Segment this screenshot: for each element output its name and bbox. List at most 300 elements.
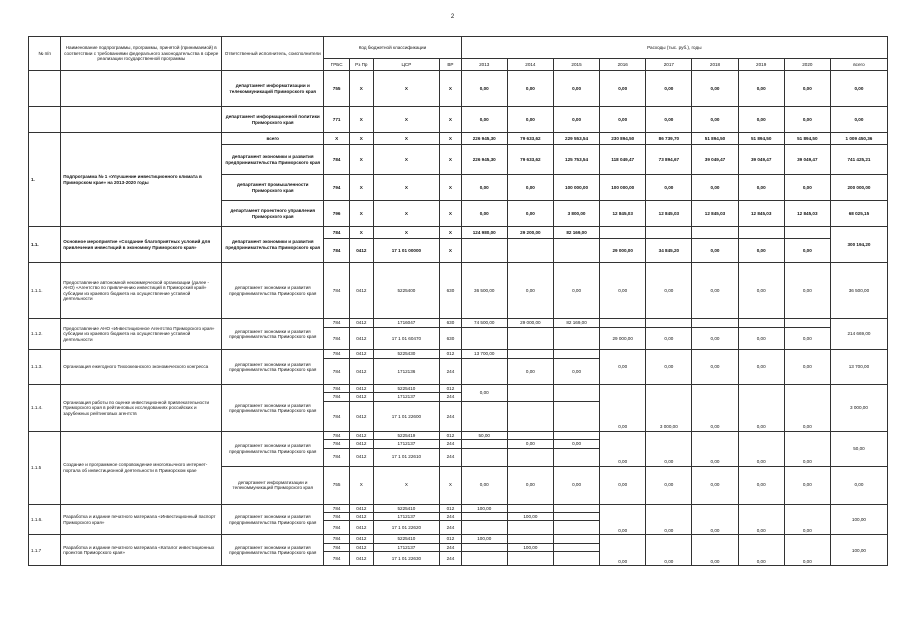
- code-cell: 0412: [350, 328, 374, 350]
- value-cell: 0,00: [784, 263, 830, 319]
- code-cell: 5225400: [373, 263, 440, 319]
- executor: департамент экономики и развития предпринимательства Приморского края: [222, 319, 324, 350]
- code-cell: 0412: [350, 431, 374, 439]
- page-number: 2: [450, 14, 455, 20]
- code-cell: 771: [324, 107, 350, 133]
- value-cell: 39 049,47: [738, 145, 784, 175]
- value-cell: 0,00: [461, 175, 507, 201]
- code-cell: 17 1 01 22610: [373, 448, 440, 466]
- value-cell: 0,00: [646, 350, 692, 385]
- header-year: 2016: [600, 59, 646, 71]
- code-cell: 784: [324, 239, 350, 263]
- row-total: 100,00: [830, 535, 887, 566]
- code-cell: 1712137: [373, 543, 440, 551]
- value-cell: 0,00: [738, 350, 784, 385]
- row-number: 1.1.5: [29, 431, 61, 504]
- value-cell: 0,00: [784, 466, 830, 504]
- value-cell: 741 425,21: [830, 145, 887, 175]
- code-cell: X: [373, 145, 440, 175]
- code-cell: 784: [324, 513, 350, 521]
- value-cell: 0,00: [692, 71, 738, 107]
- value-cell: 0,00: [738, 466, 784, 504]
- table-row: [29, 385, 888, 393]
- value-cell: 0,00: [600, 350, 646, 385]
- header-csr: ЦСР: [373, 59, 440, 71]
- code-cell: X: [350, 227, 374, 239]
- code-cell: X: [350, 466, 374, 504]
- value-cell: 0,00: [738, 263, 784, 319]
- code-cell: 0412: [350, 440, 374, 448]
- code-cell: 17 1 01 60470: [373, 328, 440, 350]
- value-cell: 13 700,00: [461, 350, 507, 359]
- executor: всего: [222, 133, 324, 145]
- table-row: [29, 107, 888, 133]
- value-cell: 0,00: [830, 71, 887, 107]
- value-cell: 0,00: [692, 535, 738, 566]
- value-cell: 0,00: [600, 535, 646, 566]
- table-row: [29, 263, 888, 319]
- value-cell: 0,00: [553, 466, 599, 504]
- table-row: [29, 504, 888, 512]
- code-cell: 244: [440, 440, 461, 448]
- row-number: 1.1.2.: [29, 319, 61, 350]
- value-cell: 0,00: [600, 431, 646, 466]
- value-cell: 0,00: [646, 466, 692, 504]
- code-cell: 0412: [350, 521, 374, 535]
- code-cell: 784: [324, 552, 350, 566]
- code-cell: X: [373, 466, 440, 504]
- code-cell: 244: [440, 448, 461, 466]
- table-row: [29, 535, 888, 543]
- code-cell: 5225410: [373, 385, 440, 393]
- code-cell: 1712136: [373, 359, 440, 385]
- code-cell: 012: [440, 535, 461, 543]
- executor: департамент экономики и развития предпринимательства Приморского края: [222, 263, 324, 319]
- executor: департамент экономики и развития предпринимательства Приморского края: [222, 385, 324, 432]
- header-year: 2013: [461, 59, 507, 71]
- code-cell: 1712137: [373, 393, 440, 401]
- code-cell: 244: [440, 513, 461, 521]
- value-cell: 100,00: [507, 513, 553, 521]
- value-cell: 0,00: [553, 359, 599, 385]
- value-cell: 3 000,00: [646, 385, 692, 432]
- code-cell: 012: [440, 385, 461, 393]
- header-grbs: ГРБС: [324, 59, 350, 71]
- code-cell: X: [440, 133, 461, 145]
- value-cell: 0,00: [553, 440, 599, 448]
- code-cell: 0412: [350, 385, 374, 393]
- header-year: 2020: [784, 59, 830, 71]
- header-name: Наименование подпрограммы, программы, принятой (принимаемой) в соответствии с требованиями федерального законодательства в сфере реализации государственной программы: [61, 37, 222, 71]
- code-cell: 784: [324, 227, 350, 239]
- value-cell: 36 500,00: [461, 263, 507, 319]
- value-cell: 79 633,62: [507, 133, 553, 145]
- value-cell: 0,00: [692, 263, 738, 319]
- value-cell: 100 000,00: [553, 175, 599, 201]
- executor: департамент экономики и развития предпринимательства Приморского края: [222, 350, 324, 385]
- value-cell: 39 049,47: [784, 145, 830, 175]
- value-cell: 0,00: [646, 175, 692, 201]
- code-cell: 244: [440, 521, 461, 535]
- code-cell: X: [350, 201, 374, 227]
- code-cell: 784: [324, 319, 350, 328]
- code-cell: 784: [324, 543, 350, 551]
- value-cell: 29 000,00: [507, 319, 553, 328]
- header-year: 2015: [553, 59, 599, 71]
- code-cell: 784: [324, 385, 350, 393]
- value-cell: 100,00: [461, 535, 507, 543]
- row-number: 1.: [29, 133, 61, 227]
- value-cell: 0,00: [600, 263, 646, 319]
- value-cell: 0,00: [646, 71, 692, 107]
- value-cell: 0,00: [461, 201, 507, 227]
- value-cell: 0,00: [600, 107, 646, 133]
- code-cell: 0412: [350, 543, 374, 551]
- value-cell: 0,00: [692, 107, 738, 133]
- table-row: [29, 431, 888, 439]
- header-expenses: Расходы (тыс. руб.), годы: [461, 37, 887, 59]
- value-cell: 0,00: [507, 71, 553, 107]
- value-cell: 50,00: [461, 431, 507, 439]
- value-cell: 0,00: [461, 71, 507, 107]
- value-cell: 0,00: [784, 107, 830, 133]
- table-row: [29, 71, 888, 107]
- code-cell: X: [440, 175, 461, 201]
- value-cell: 0,00: [692, 431, 738, 466]
- value-cell: 3 800,00: [553, 201, 599, 227]
- executor: департамент проектного управления Приморского края: [222, 201, 324, 227]
- table-header-row: [29, 37, 888, 59]
- code-cell: 17 1 01 22600: [373, 401, 440, 431]
- code-cell: 244: [440, 401, 461, 431]
- executor: департамент экономики и развития предпринимательства Приморского края: [222, 535, 324, 566]
- value-cell: 82 169,00: [553, 319, 599, 328]
- code-cell: 784: [324, 328, 350, 350]
- code-cell: X: [440, 227, 461, 239]
- code-cell: 796: [324, 201, 350, 227]
- code-cell: 0412: [350, 448, 374, 466]
- code-cell: 630: [440, 328, 461, 350]
- row-total: 300 194,20: [830, 227, 887, 263]
- code-cell: 5225430: [373, 350, 440, 359]
- value-cell: 36 500,00: [830, 263, 887, 319]
- value-cell: 79 633,62: [507, 145, 553, 175]
- code-cell: 17 1 01 22620: [373, 521, 440, 535]
- code-cell: 0412: [350, 552, 374, 566]
- row-total: 13 700,00: [830, 350, 887, 385]
- code-cell: 244: [440, 393, 461, 401]
- value-cell: 0,00: [738, 328, 784, 350]
- value-cell: 0,00: [507, 466, 553, 504]
- code-cell: X: [440, 201, 461, 227]
- code-cell: 012: [440, 350, 461, 359]
- value-cell: 0,00: [784, 350, 830, 385]
- header-total: всего: [830, 59, 887, 71]
- row-total: 214 669,00: [830, 319, 887, 350]
- value-cell: 0,00: [553, 263, 599, 319]
- value-cell: 34 845,20: [646, 239, 692, 263]
- row-number: 1.1.1.: [29, 263, 61, 319]
- code-cell: X: [440, 239, 461, 263]
- value-cell: 0,00: [784, 385, 830, 432]
- value-cell: 0,00: [830, 466, 887, 504]
- code-cell: X: [373, 227, 440, 239]
- value-cell: 0,00: [553, 107, 599, 133]
- code-cell: 784: [324, 350, 350, 359]
- code-cell: 0412: [350, 239, 374, 263]
- row-total: 50,00: [830, 431, 887, 466]
- value-cell: 226 945,30: [461, 145, 507, 175]
- value-cell: 100,00: [461, 504, 507, 512]
- code-cell: 0412: [350, 504, 374, 512]
- value-cell: 124 980,00: [461, 227, 507, 239]
- value-cell: 0,00: [692, 328, 738, 350]
- code-cell: 784: [324, 263, 350, 319]
- value-cell: 0,00: [646, 107, 692, 133]
- value-cell: 12 845,03: [600, 201, 646, 227]
- header-vr: ВР: [440, 59, 461, 71]
- value-cell: 0,00: [507, 359, 553, 385]
- executor: департамент экономики и развития предпринимательства Приморского края: [222, 431, 324, 466]
- value-cell: 0,00: [461, 466, 507, 504]
- value-cell: 118 049,47: [600, 145, 646, 175]
- value-cell: 0,00: [507, 201, 553, 227]
- value-cell: 0,00: [646, 504, 692, 535]
- value-cell: 0,00: [784, 239, 830, 263]
- code-cell: X: [373, 201, 440, 227]
- code-cell: 1712137: [373, 513, 440, 521]
- row-name: Организация ежегодного Тихоокеанского экономического конгресса: [61, 350, 222, 385]
- code-cell: 630: [440, 263, 461, 319]
- value-cell: 0,00: [600, 385, 646, 432]
- code-cell: X: [350, 133, 374, 145]
- code-cell: 784: [324, 431, 350, 439]
- value-cell: 0,00: [507, 107, 553, 133]
- header-year: 2019: [738, 59, 784, 71]
- value-cell: 51 894,50: [738, 133, 784, 145]
- code-cell: X: [373, 107, 440, 133]
- code-cell: X: [350, 145, 374, 175]
- code-cell: 784: [324, 359, 350, 385]
- row-name: Разработка и издание печатного материала «Каталог инвестиционных проектов Приморского края»: [61, 535, 222, 566]
- table-row: [29, 227, 888, 239]
- row-name: Разработка и издание печатного материала «Инвестиционный паспорт Приморского края»: [61, 504, 222, 535]
- row-name: Основное мероприятие «Создание благоприятных условий для привлечения инвестиций в экономику Приморского края»: [61, 227, 222, 263]
- executor: департамент информатизации и телекоммуникаций Приморского края: [222, 71, 324, 107]
- code-cell: 17 1 01 22630: [373, 552, 440, 566]
- code-cell: X: [350, 71, 374, 107]
- value-cell: 12 845,03: [784, 201, 830, 227]
- code-cell: X: [440, 466, 461, 504]
- value-cell: 100,00: [507, 543, 553, 551]
- code-cell: 17 1 01 00000: [373, 239, 440, 263]
- code-cell: X: [373, 133, 440, 145]
- row-number: 1.1.4.: [29, 385, 61, 432]
- header-num: № п/п: [29, 37, 61, 71]
- code-cell: X: [440, 71, 461, 107]
- code-cell: X: [324, 133, 350, 145]
- value-cell: 0,00: [646, 431, 692, 466]
- code-cell: 012: [440, 431, 461, 439]
- code-cell: 784: [324, 521, 350, 535]
- value-cell: 0,00: [738, 385, 784, 432]
- value-cell: 12 845,03: [646, 201, 692, 227]
- code-cell: 1716047: [373, 319, 440, 328]
- row-name: Предоставление автономной некоммерческой организации (далее - АНО) «Агентство по привлечению инвестиций в Приморский край» субсидии из краевого бюджета на осуществление уставной деятельности: [61, 263, 222, 319]
- value-cell: 0,00: [784, 328, 830, 350]
- row-name: Создание и программное сопровождение многоязычного интернет-портала об инвестиционной деятельности в Приморском крае: [61, 431, 222, 504]
- header-year: 2014: [507, 59, 553, 71]
- code-cell: 794: [324, 175, 350, 201]
- header-kbk: Код бюджетной классификации: [324, 37, 461, 59]
- value-cell: 0,00: [507, 263, 553, 319]
- value-cell: 0,00: [600, 466, 646, 504]
- value-cell: 39 049,47: [692, 145, 738, 175]
- row-total: 3 000,00: [830, 385, 887, 432]
- code-cell: X: [373, 175, 440, 201]
- row-number: 1.1.7: [29, 535, 61, 566]
- code-cell: X: [440, 107, 461, 133]
- value-cell: 0,00: [692, 175, 738, 201]
- header-rzpr: Рз Пр: [350, 59, 374, 71]
- executor: департамент экономики и развития предпринимательства Приморского края: [222, 145, 324, 175]
- value-cell: 0,00: [738, 175, 784, 201]
- budget-table: [28, 36, 888, 566]
- code-cell: X: [350, 107, 374, 133]
- value-cell: 0,00: [692, 350, 738, 385]
- code-cell: 784: [324, 393, 350, 401]
- code-cell: 5225410: [373, 504, 440, 512]
- row-name: Подпрограмма № 1 «Улучшение инвестиционного климата в Приморском крае» на 2013-2020 годы: [61, 133, 222, 227]
- code-cell: 784: [324, 145, 350, 175]
- header-exec: Ответственный исполнитель, соисполнители: [222, 37, 324, 71]
- value-cell: 0,00: [738, 431, 784, 466]
- value-cell: 200 000,00: [830, 175, 887, 201]
- code-cell: 0412: [350, 319, 374, 328]
- row-total: 100,00: [830, 504, 887, 535]
- value-cell: 0,00: [692, 504, 738, 535]
- value-cell: 0,00: [784, 535, 830, 566]
- code-cell: 784: [324, 448, 350, 466]
- value-cell: 73 894,67: [646, 145, 692, 175]
- code-cell: 784: [324, 440, 350, 448]
- value-cell: 0,00: [507, 175, 553, 201]
- code-cell: 0412: [350, 513, 374, 521]
- value-cell: 51 894,50: [692, 133, 738, 145]
- code-cell: X: [373, 71, 440, 107]
- value-cell: 0,00: [461, 385, 507, 402]
- value-cell: 0,00: [692, 385, 738, 432]
- code-cell: 755: [324, 71, 350, 107]
- row-number: 1.1.: [29, 227, 61, 263]
- value-cell: 0,00: [738, 535, 784, 566]
- code-cell: 244: [440, 543, 461, 551]
- value-cell: 0,00: [507, 440, 553, 448]
- executor: департамент промышленности Приморского края: [222, 175, 324, 201]
- value-cell: 0,00: [738, 504, 784, 535]
- code-cell: 0412: [350, 535, 374, 543]
- value-cell: 0,00: [646, 328, 692, 350]
- executor: департамент информационной политики Приморского края: [222, 107, 324, 133]
- value-cell: 0,00: [784, 431, 830, 466]
- code-cell: 0412: [350, 359, 374, 385]
- executor: департамент экономики и развития предпринимательства Приморского края: [222, 504, 324, 535]
- row-name: Предоставление АНО «Инвестиционное Агентство Приморского края» субсидии из краевого бюджета на осуществление уставной деятельности: [61, 319, 222, 350]
- value-cell: 230 894,50: [600, 133, 646, 145]
- code-cell: X: [350, 175, 374, 201]
- code-cell: 0412: [350, 393, 374, 401]
- value-cell: 29 000,00: [600, 328, 646, 350]
- value-cell: 0,00: [600, 504, 646, 535]
- code-cell: 784: [324, 504, 350, 512]
- value-cell: 68 025,15: [830, 201, 887, 227]
- code-cell: 5225410: [373, 535, 440, 543]
- code-cell: 0412: [350, 401, 374, 431]
- value-cell: 12 845,03: [738, 201, 784, 227]
- value-cell: 29 000,00: [600, 239, 646, 263]
- table-row: [29, 350, 888, 359]
- executor: департамент экономики и развития предпринимательства Приморского края: [222, 227, 324, 263]
- value-cell: 0,00: [784, 175, 830, 201]
- header-year: 2017: [646, 59, 692, 71]
- executor: департамент информатизации и телекоммуникаций Приморского края: [222, 466, 324, 504]
- code-cell: 012: [440, 504, 461, 512]
- code-cell: 784: [324, 401, 350, 431]
- value-cell: 0,00: [553, 71, 599, 107]
- value-cell: 1 009 450,36: [830, 133, 887, 145]
- value-cell: 0,00: [600, 71, 646, 107]
- value-cell: 125 753,54: [553, 145, 599, 175]
- row-number: 1.1.6.: [29, 504, 61, 535]
- value-cell: 0,00: [784, 504, 830, 535]
- code-cell: 244: [440, 552, 461, 566]
- code-cell: 1712137: [373, 440, 440, 448]
- value-cell: 0,00: [830, 107, 887, 133]
- value-cell: 0,00: [738, 71, 784, 107]
- code-cell: 5225419: [373, 431, 440, 439]
- value-cell: 86 739,70: [646, 133, 692, 145]
- code-cell: 244: [440, 359, 461, 385]
- value-cell: 0,00: [461, 107, 507, 133]
- value-cell: 226 945,30: [461, 133, 507, 145]
- code-cell: 0412: [350, 350, 374, 359]
- header-year: 2018: [692, 59, 738, 71]
- value-cell: 0,00: [692, 239, 738, 263]
- value-cell: 229 553,54: [553, 133, 599, 145]
- code-cell: 0412: [350, 263, 374, 319]
- value-cell: 0,00: [646, 263, 692, 319]
- value-cell: 100 000,00: [600, 175, 646, 201]
- value-cell: 0,00: [738, 107, 784, 133]
- value-cell: 12 845,03: [692, 201, 738, 227]
- value-cell: 82 169,00: [553, 227, 599, 239]
- value-cell: 0,00: [738, 239, 784, 263]
- row-number: 1.1.3.: [29, 350, 61, 385]
- code-cell: X: [440, 145, 461, 175]
- code-cell: 784: [324, 535, 350, 543]
- value-cell: 0,00: [784, 71, 830, 107]
- value-cell: 74 500,00: [461, 319, 507, 328]
- row-name: Организация работы по оценке инвестиционной привлекательности Приморского края в рейтинговых исследованиях российских и зарубежных рейтинговых агентств: [61, 385, 222, 432]
- value-cell: 29 200,00: [507, 227, 553, 239]
- table-row: [29, 319, 888, 328]
- value-cell: 0,00: [692, 466, 738, 504]
- code-cell: 630: [440, 319, 461, 328]
- code-cell: 755: [324, 466, 350, 504]
- table-row: [29, 133, 888, 145]
- value-cell: 51 894,50: [784, 133, 830, 145]
- value-cell: 0,00: [646, 535, 692, 566]
